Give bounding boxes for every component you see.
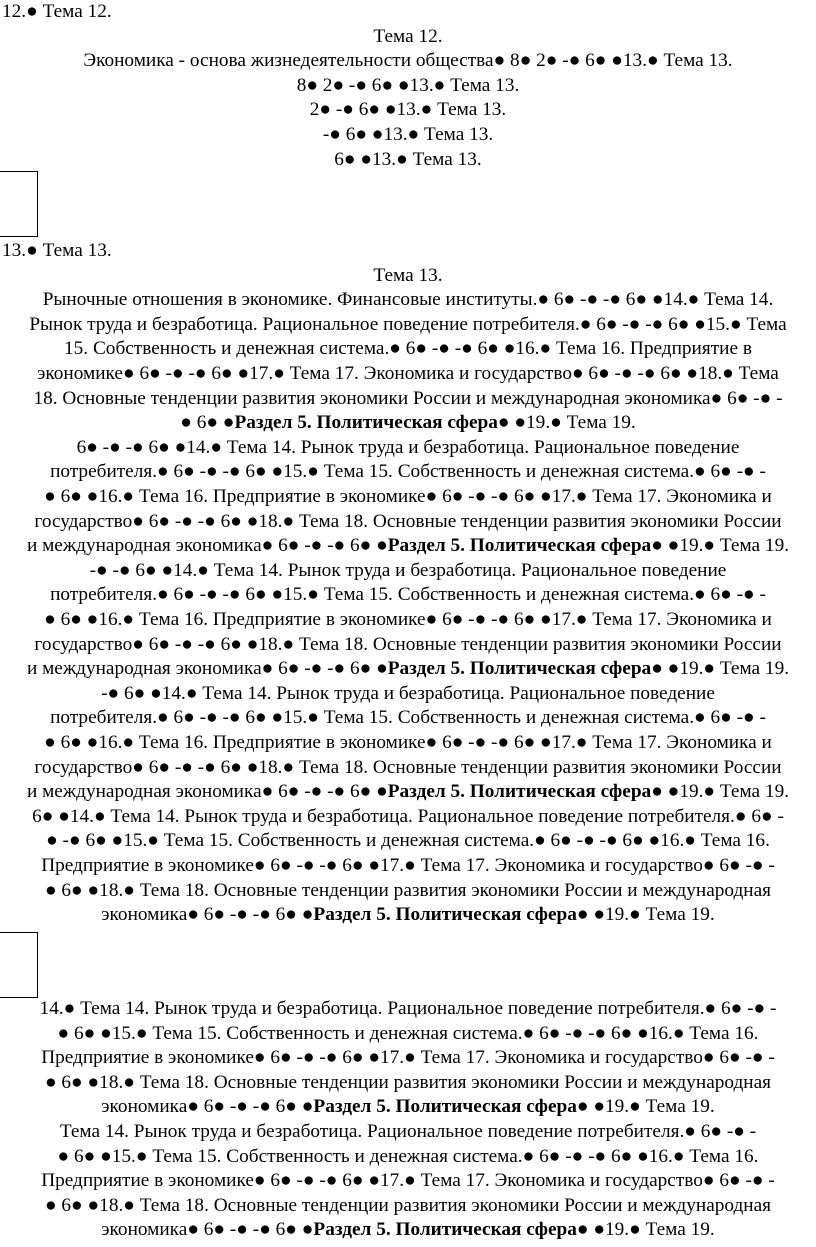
line-text: государство● 6● -● -● 6● ●18.● Тема 18. Основные тенденции развития экономики России — [34, 510, 782, 532]
section-heading-text: Раздел 5. Политическая сфера — [387, 658, 652, 680]
line-text: ● 6● ●18.● Тема 18. Основные тенденции развития экономики России и международная — [44, 1071, 772, 1093]
text-line — [2, 123, 814, 148]
text-line — [2, 879, 814, 904]
text-line — [2, 1120, 814, 1145]
line-text: Тема 12. — [373, 25, 443, 47]
line-text: Экономика - основа жизнедеятельности общества● 8● 2● -● 6● ●13.● Тема 13. — [83, 50, 733, 72]
text-line — [2, 337, 814, 362]
text-line — [2, 608, 814, 633]
line-text: -● 6● ●13.● Тема 13. — [322, 124, 494, 145]
line-text: ● ●19.● Тема 19. — [576, 1219, 715, 1241]
section-heading-text: Раздел 5. Политическая сфера — [313, 1096, 577, 1118]
text-line — [2, 313, 814, 338]
line-text: Рыночные отношения в экономике. Финансовые институты.● 6● -● -● 6● ●14.● Тема 14. — [42, 289, 774, 311]
text-line — [2, 829, 814, 854]
text-line — [2, 74, 814, 99]
line-text: 13.● Тема 13. — [2, 240, 112, 261]
line-text: 6● ●14.● Тема 14. Рынок труда и безработица. Рациональное поведение потребителя.● 6● - — [32, 805, 784, 827]
text-line — [2, 997, 814, 1022]
line-text: ● ●19.● Тема 19. — [651, 658, 790, 680]
line-text: ● ●19.● Тема 19. — [497, 412, 636, 434]
line-text: и международная экономика● 6● -● -● 6● ● — [26, 658, 388, 680]
image-placeholder-box — [0, 932, 38, 998]
line-text: ● 6● ●15.● Тема 15. Собственность и денежная система.● 6● -● -● 6● ●16.● Тема 16. — [57, 1022, 759, 1044]
text-line — [2, 1095, 814, 1120]
text-line — [2, 780, 814, 805]
text-line — [2, 98, 814, 123]
text-line — [2, 854, 814, 879]
text-line — [2, 731, 814, 756]
line-text: экономика● 6● -● -● 6● ● — [101, 1096, 314, 1118]
text-line — [2, 25, 814, 50]
text-line — [2, 264, 814, 289]
text-line — [2, 633, 814, 658]
text-line — [2, 288, 814, 313]
line-text: 6● -● -● 6● ●14.● Тема 14. Рынок труда и безработица. Рациональное поведение — [76, 436, 740, 458]
line-text: ● 6● ●16.● Тема 16. Предприятие в экономике● 6● -● -● 6● ●17.● Тема 17. Экономика и — [44, 609, 772, 630]
line-text: 12.● Тема 12. — [2, 1, 112, 22]
line-text: и международная экономика● 6● -● -● 6● ● — [26, 535, 388, 557]
line-text: 14.● Тема 14. Рынок труда и безработица. Рациональное поведение потребителя.● 6● -● - — [39, 998, 777, 1019]
text-line — [2, 682, 814, 707]
line-text: и международная экономика● 6● -● -● 6● ● — [26, 781, 388, 803]
text-line — [2, 0, 814, 25]
line-text: государство● 6● -● -● 6● ●18.● Тема 18. Основные тенденции развития экономики России — [34, 633, 782, 655]
line-text: потребителя.● 6● -● -● 6● ●15.● Тема 15. Собственность и денежная система.● 6● -● - — [50, 461, 766, 483]
text-line — [2, 239, 814, 264]
line-text: экономика● 6● -● -● 6● ● — [101, 904, 314, 926]
section-heading-text: Раздел 5. Политическая сфера — [234, 412, 498, 434]
line-text: 6● ●13.● Тема 13. — [334, 148, 482, 170]
line-text: 8● 2● -● 6● ●13.● Тема 13. — [296, 74, 520, 96]
line-text: ● ●19.● Тема 19. — [651, 535, 790, 557]
line-text: потребителя.● 6● -● -● 6● ●15.● Тема 15. Собственность и денежная система.● 6● -● - — [50, 707, 766, 729]
text-line — [2, 583, 814, 608]
line-text: ● 6● ●18.● Тема 18. Основные тенденции развития экономики России и международная — [44, 1194, 772, 1216]
text-line — [2, 1046, 814, 1071]
line-text: ● ●19.● Тема 19. — [651, 781, 790, 803]
text-line — [2, 1022, 814, 1047]
line-text: Рынок труда и безработица. Рациональное поведение потребителя.● 6● -● -● 6● ●15.● Тема — [29, 313, 787, 335]
section-heading-text: Раздел 5. Политическая сфера — [387, 535, 652, 557]
section-heading-text: Раздел 5. Политическая сфера — [387, 781, 652, 803]
text-line — [2, 436, 814, 461]
text-line — [2, 1145, 814, 1170]
line-text: ● 6● ●16.● Тема 16. Предприятие в экономике● 6● -● -● 6● ●17.● Тема 17. Экономика и — [44, 732, 772, 753]
line-text: экономика● 6● -● -● 6● ● — [101, 1219, 314, 1241]
text-line — [2, 706, 814, 731]
image-placeholder-box — [0, 171, 38, 237]
line-text: ● ●19.● Тема 19. — [576, 904, 715, 926]
section-heading-text: Раздел 5. Политическая сфера — [313, 904, 577, 926]
text-line — [2, 756, 814, 781]
text-line — [2, 1194, 814, 1219]
text-line — [2, 485, 814, 510]
text-line — [2, 657, 814, 682]
line-text: 15. Собственность и денежная система.● 6● -● -● 6● ●16.● Тема 16. Предприятие в — [64, 338, 752, 360]
text-line — [2, 49, 814, 74]
text-line — [2, 1218, 814, 1243]
line-text: потребителя.● 6● -● -● 6● ●15.● Тема 15. Собственность и денежная система.● 6● -● - — [50, 584, 766, 606]
text-line — [2, 559, 814, 584]
line-text: Предприятие в экономике● 6● -● -● 6● ●17.● Тема 17. Экономика и государство● 6● -● - — [41, 855, 775, 876]
text-line — [2, 411, 814, 436]
text-line — [2, 805, 814, 830]
text-line — [2, 903, 814, 928]
line-text: Тема 13. — [373, 264, 443, 286]
text-line — [2, 1169, 814, 1194]
line-text: Тема 14. Рынок труда и безработица. Рациональное поведение потребителя.● 6● -● - — [59, 1121, 757, 1142]
line-text: ● 6● ●16.● Тема 16. Предприятие в экономике● 6● -● -● 6● ●17.● Тема 17. Экономика и — [44, 486, 772, 507]
line-text: -● -● 6● ●14.● Тема 14. Рынок труда и безработица. Рациональное поведение — [89, 559, 727, 581]
line-text: экономике● 6● -● -● 6● ●17.● Тема 17. Экономика и государство● 6● -● -● 6● ●18.● Тема — [37, 363, 779, 384]
text-line — [2, 510, 814, 535]
line-text: ● -● 6● ●15.● Тема 15. Собственность и денежная система.● 6● -● -● 6● ●16.● Тема 16. — [46, 830, 770, 852]
line-text: 18. Основные тенденции развития экономики России и международная экономика● 6● -● - — [33, 387, 783, 409]
text-line — [2, 362, 814, 387]
line-text: Предприятие в экономике● 6● -● -● 6● ●17.● Тема 17. Экономика и государство● 6● -● - — [41, 1170, 775, 1192]
line-text: ● 6● ● — [180, 412, 235, 434]
line-text: государство● 6● -● -● 6● ●18.● Тема 18. Основные тенденции развития экономики России — [34, 756, 782, 778]
line-text: Предприятие в экономике● 6● -● -● 6● ●17.● Тема 17. Экономика и государство● 6● -● - — [41, 1047, 775, 1069]
text-line — [2, 460, 814, 485]
line-text: ● 6● ●15.● Тема 15. Собственность и денежная система.● 6● -● -● 6● ●16.● Тема 16. — [57, 1145, 759, 1167]
text-line — [2, 387, 814, 412]
text-line — [2, 534, 814, 559]
line-text: -● 6● ●14.● Тема 14. Рынок труда и безработица. Рациональное поведение — [101, 682, 715, 704]
section-heading-text: Раздел 5. Политическая сфера — [313, 1219, 577, 1241]
line-text: 2● -● 6● ●13.● Тема 13. — [309, 99, 507, 121]
line-text: ● ●19.● Тема 19. — [576, 1096, 715, 1118]
text-line — [2, 1071, 814, 1096]
text-line — [2, 148, 814, 173]
line-text: ● 6● ●18.● Тема 18. Основные тенденции развития экономики России и международная — [44, 879, 772, 901]
